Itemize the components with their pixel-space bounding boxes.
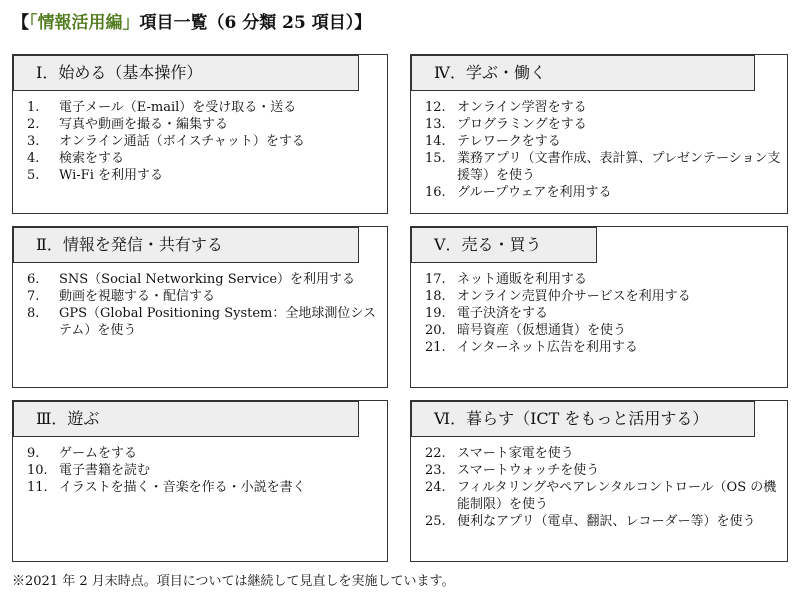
list-item [425,288,781,305]
footnote: ※2021 年 2 月末時点。項目については継続して見直しを実施しています。 [12,574,455,589]
item-text: 暗号資産（仮想通貨）を使う [457,323,627,338]
list-item [425,339,781,356]
section-title: Ⅱ．情報を発信・共有する [13,227,359,263]
item-number: 20. [425,323,446,338]
item-number: 9. [27,446,40,461]
list-item [27,116,381,133]
title-bracket-open: 【 [12,13,29,33]
section-share-box [12,226,388,388]
item-number: 15. [425,151,446,166]
section-title: Ⅲ．遊ぶ [13,401,359,437]
item-text: スマートウォッチを使う [457,463,600,478]
list-item [27,305,381,339]
item-number: 17. [425,272,446,287]
list-item [425,150,781,184]
item-text: ネット通販を利用する [457,272,588,287]
item-text: 写真や動画を撮る・編集する [59,117,229,132]
item-number: 6. [27,272,40,287]
section-title: Ⅰ．始める（基本操作） [13,55,359,91]
section-title: Ⅴ．売る・買う [411,227,597,263]
item-number: 5. [27,168,40,183]
title-bracket-close: 】 [354,13,372,33]
section-item-list [425,99,781,201]
item-number: 11. [27,480,48,495]
list-item [27,288,381,305]
list-item [27,445,381,462]
item-text: テレワークをする [457,134,561,149]
item-number: 22. [425,446,446,461]
item-number: 19. [425,306,446,321]
section-item-list [27,271,381,339]
list-item [425,184,781,201]
item-number: 2. [27,117,40,132]
item-text: 検索をする [59,151,125,166]
list-item [27,167,381,184]
list-item [27,99,381,116]
item-text: 便利なアプリ（電卓、翻訳、レコーダー等）を使う [457,514,756,529]
item-number: 8. [27,306,40,321]
item-text: インターネット広告を利用する [457,340,638,355]
list-item [425,99,781,116]
item-number: 7. [27,289,40,304]
list-item [27,479,381,496]
item-text: GPS（Global Positioning System：全地球測位システム）を使う [59,306,376,338]
item-text: 電子決済をする [457,306,549,321]
list-item [425,271,781,288]
section-item-list [425,271,781,356]
item-text: SNS（Social Networking Service）を利用する [59,272,356,287]
item-number: 18. [425,289,446,304]
list-item [425,305,781,322]
item-text: 電子書籍を読む [59,463,151,478]
item-number: 13. [425,117,446,132]
list-item [27,462,381,479]
item-number: 14. [425,134,446,149]
item-number: 3. [27,134,40,149]
section-title: Ⅵ．暮らす（ICT をもっと活用する） [411,401,755,437]
item-number: 1. [27,100,40,115]
section-play-box [12,400,388,562]
list-item [425,513,781,530]
page-title [12,8,371,33]
title-highlight: 「情報活用編」 [29,13,140,33]
item-number: 10. [27,463,48,478]
item-text: スマート家電を使う [457,446,574,461]
title-text: 項目一覧（6 分類 25 項目） [139,13,355,33]
list-item [27,133,381,150]
item-text: 動画を視聴する・配信する [59,289,216,304]
item-text: オンライン学習をする [457,100,587,115]
section-title: Ⅳ．学ぶ・働く [411,55,755,91]
item-text: グループウェアを利用する [457,185,612,200]
item-number: 24. [425,480,446,495]
section-start-box [12,54,388,214]
list-item [425,116,781,133]
item-number: 23. [425,463,446,478]
item-text: 電子メール（E-mail）を受け取る・送る [59,100,297,115]
section-item-list [27,445,381,496]
item-text: オンライン通話（ボイスチャット）をする [59,134,305,149]
list-item [27,271,381,288]
item-number: 4. [27,151,40,166]
item-number: 12. [425,100,446,115]
item-text: Wi-Fi を利用する [59,168,163,183]
item-number: 16. [425,185,446,200]
item-number: 25. [425,514,446,529]
item-text: イラストを描く・音楽を作る・小説を書く [59,480,306,495]
section-living-box [410,400,788,562]
list-item [425,133,781,150]
list-item [425,445,781,462]
section-item-list [425,445,781,530]
item-text: フィルタリングやペアレンタルコントロール（OS の機能制限）を使う [457,480,777,512]
list-item [425,479,781,513]
item-text: 業務アプリ（文書作成、表計算、プレゼンテーション支援等）を使う [457,151,781,183]
list-item [27,150,381,167]
section-trade-box [410,226,788,388]
section-item-list [27,99,381,184]
item-number: 21. [425,340,446,355]
item-text: オンライン売買仲介サービスを利用する [457,289,691,304]
list-item [425,322,781,339]
item-text: プログラミングをする [457,117,587,132]
list-item [425,462,781,479]
section-learn-box [410,54,788,214]
item-text: ゲームをする [59,446,138,461]
